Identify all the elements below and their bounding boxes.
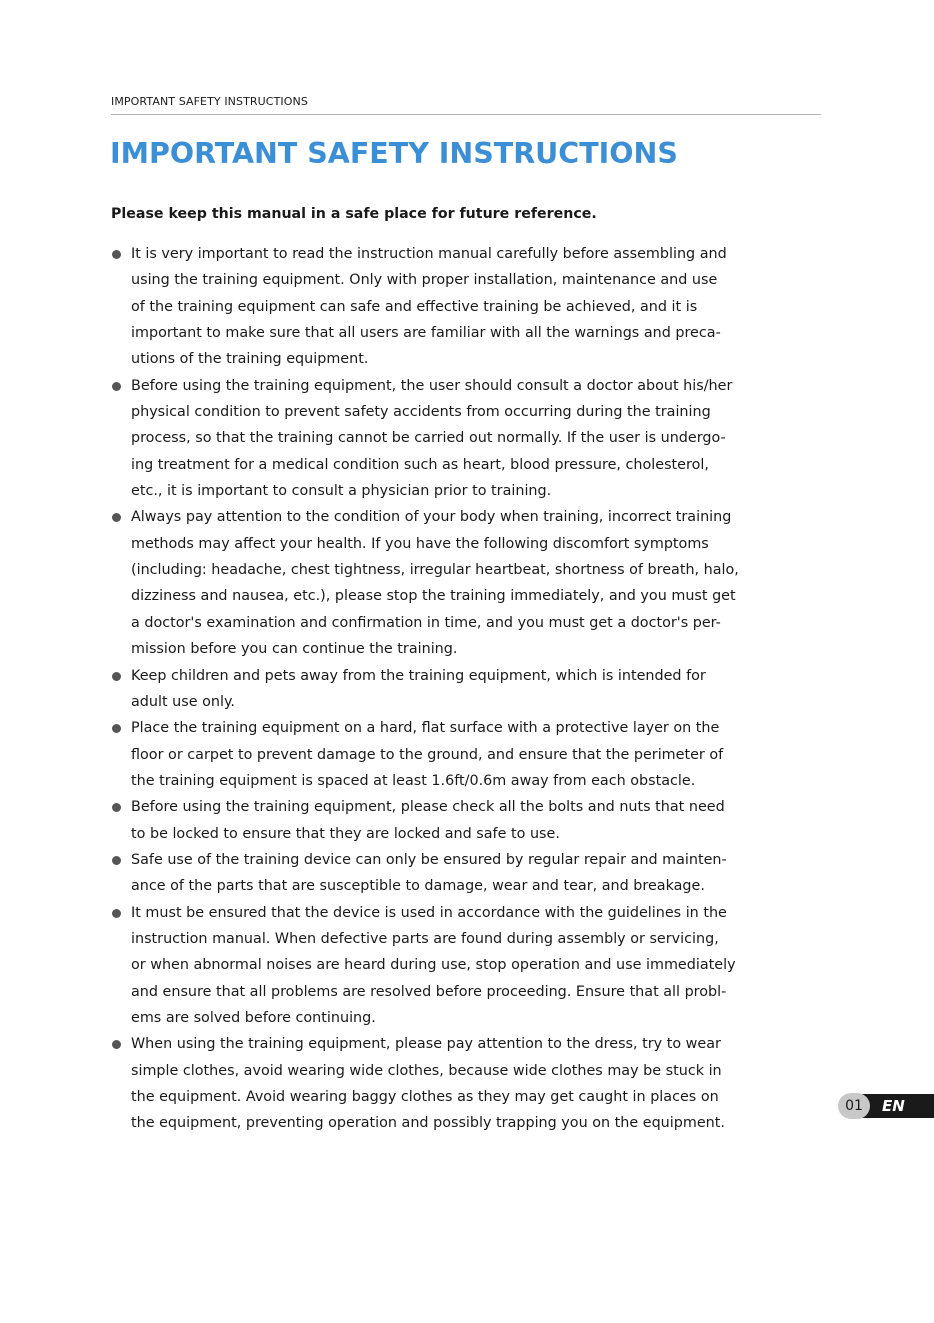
bullet-dot-icon [112,724,121,733]
bullet-dot-icon [112,513,121,522]
intro-text: Please keep this manual in a safe place for future reference. [111,206,597,222]
list-item [110,797,816,850]
list-item-line: adult use only. [131,693,235,710]
bullet-dot-icon [112,382,121,391]
page-number: 01 [838,1093,870,1119]
list-item-line: dizziness and nausea, etc.), please stop the training immediately, and you must get [131,588,736,605]
list-item-line: floor or carpet to prevent damage to the ground, and ensure that the perimeter of [131,746,724,763]
list-item-line: ing treatment for a medical condition such as heart, blood pressure, cholesterol, [131,456,709,473]
language-label: EN [882,1097,905,1115]
list-item [110,376,816,508]
list-item-line: When using the training equipment, please pay attention to the dress, try to wear [131,1036,721,1053]
bullet-dot-icon [112,803,121,812]
list-item-line: Always pay attention to the condition of your body when training, incorrect training [131,509,732,526]
bullet-dot-icon [112,1040,121,1049]
list-item-line: Before using the training equipment, please check all the bolts and nuts that need [131,799,725,816]
list-item [110,718,816,797]
list-item-line: a doctor's examination and confirmation in time, and you must get a doctor's per- [131,614,721,631]
list-item-line: ems are solved before continuing. [131,1009,376,1026]
list-item-line: using the training equipment. Only with proper installation, maintenance and use [131,272,718,289]
list-item [110,507,816,665]
list-item [110,1034,816,1139]
list-item-line: of the training equipment can safe and effective training be achieved, and it is [131,298,698,315]
list-item-line: Place the training equipment on a hard, flat surface with a protective layer on the [131,720,720,737]
list-item-line: ance of the parts that are susceptible to damage, wear and tear, and breakage. [131,878,705,895]
bullet-dot-icon [112,672,121,681]
list-item-line: mission before you can continue the training. [131,641,458,658]
list-item [110,666,816,719]
list-item-line: etc., it is important to consult a physician prior to training. [131,483,552,500]
list-item-line: utions of the training equipment. [131,351,369,368]
running-header-title: IMPORTANT SAFETY INSTRUCTIONS [111,95,308,108]
list-item-line: important to make sure that all users are familiar with all the warnings and preca- [131,325,721,342]
list-item-line: instruction manual. When defective parts are found during assembly or servicing, [131,930,719,947]
list-item-line: the training equipment is spaced at least 1.6ft/0.6m away from each obstacle. [131,772,696,789]
bullet-dot-icon [112,856,121,865]
bullet-dot-icon [112,909,121,918]
list-item-line: to be locked to ensure that they are locked and safe to use. [131,825,560,842]
list-item-line: (including: headache, chest tightness, irregular heartbeat, shortness of breath, halo, [131,562,739,579]
list-item-line: the equipment, preventing operation and possibly trapping you on the equipment. [131,1115,725,1132]
list-item [110,903,816,1035]
list-item-line: methods may affect your health. If you have the following discomfort symptoms [131,535,709,552]
bullet-dot-icon [112,250,121,259]
safety-instructions-list [110,244,816,1140]
list-item [110,244,816,376]
page-tab [838,1093,934,1119]
list-item-line: process, so that the training cannot be carried out normally. If the user is undergo- [131,430,726,447]
list-item-line: and ensure that all problems are resolved before proceeding. Ensure that all probl- [131,983,727,1000]
list-item [110,850,816,903]
list-item-line: the equipment. Avoid wearing baggy clothes as they may get caught in places on [131,1089,719,1105]
list-item-line: It is very important to read the instruction manual carefully before assembling and [131,246,727,262]
list-item-line: Keep children and pets away from the training equipment, which is intended for [131,667,706,684]
list-item-line: physical condition to prevent safety accidents from occurring during the training [131,404,711,421]
list-item-line: Safe use of the training device can only be ensured by regular repair and mainten- [131,851,727,868]
running-header [111,95,821,115]
list-item-line: or when abnormal noises are heard during use, stop operation and use immediately [131,957,736,974]
list-item-line: Before using the training equipment, the user should consult a doctor about his/her [131,377,733,394]
page-title: IMPORTANT SAFETY INSTRUCTIONS [110,137,678,170]
list-item-line: simple clothes, avoid wearing wide clothes, because wide clothes may be stuck in [131,1062,722,1079]
list-item-line: It must be ensured that the device is used in accordance with the guidelines in the [131,904,727,921]
